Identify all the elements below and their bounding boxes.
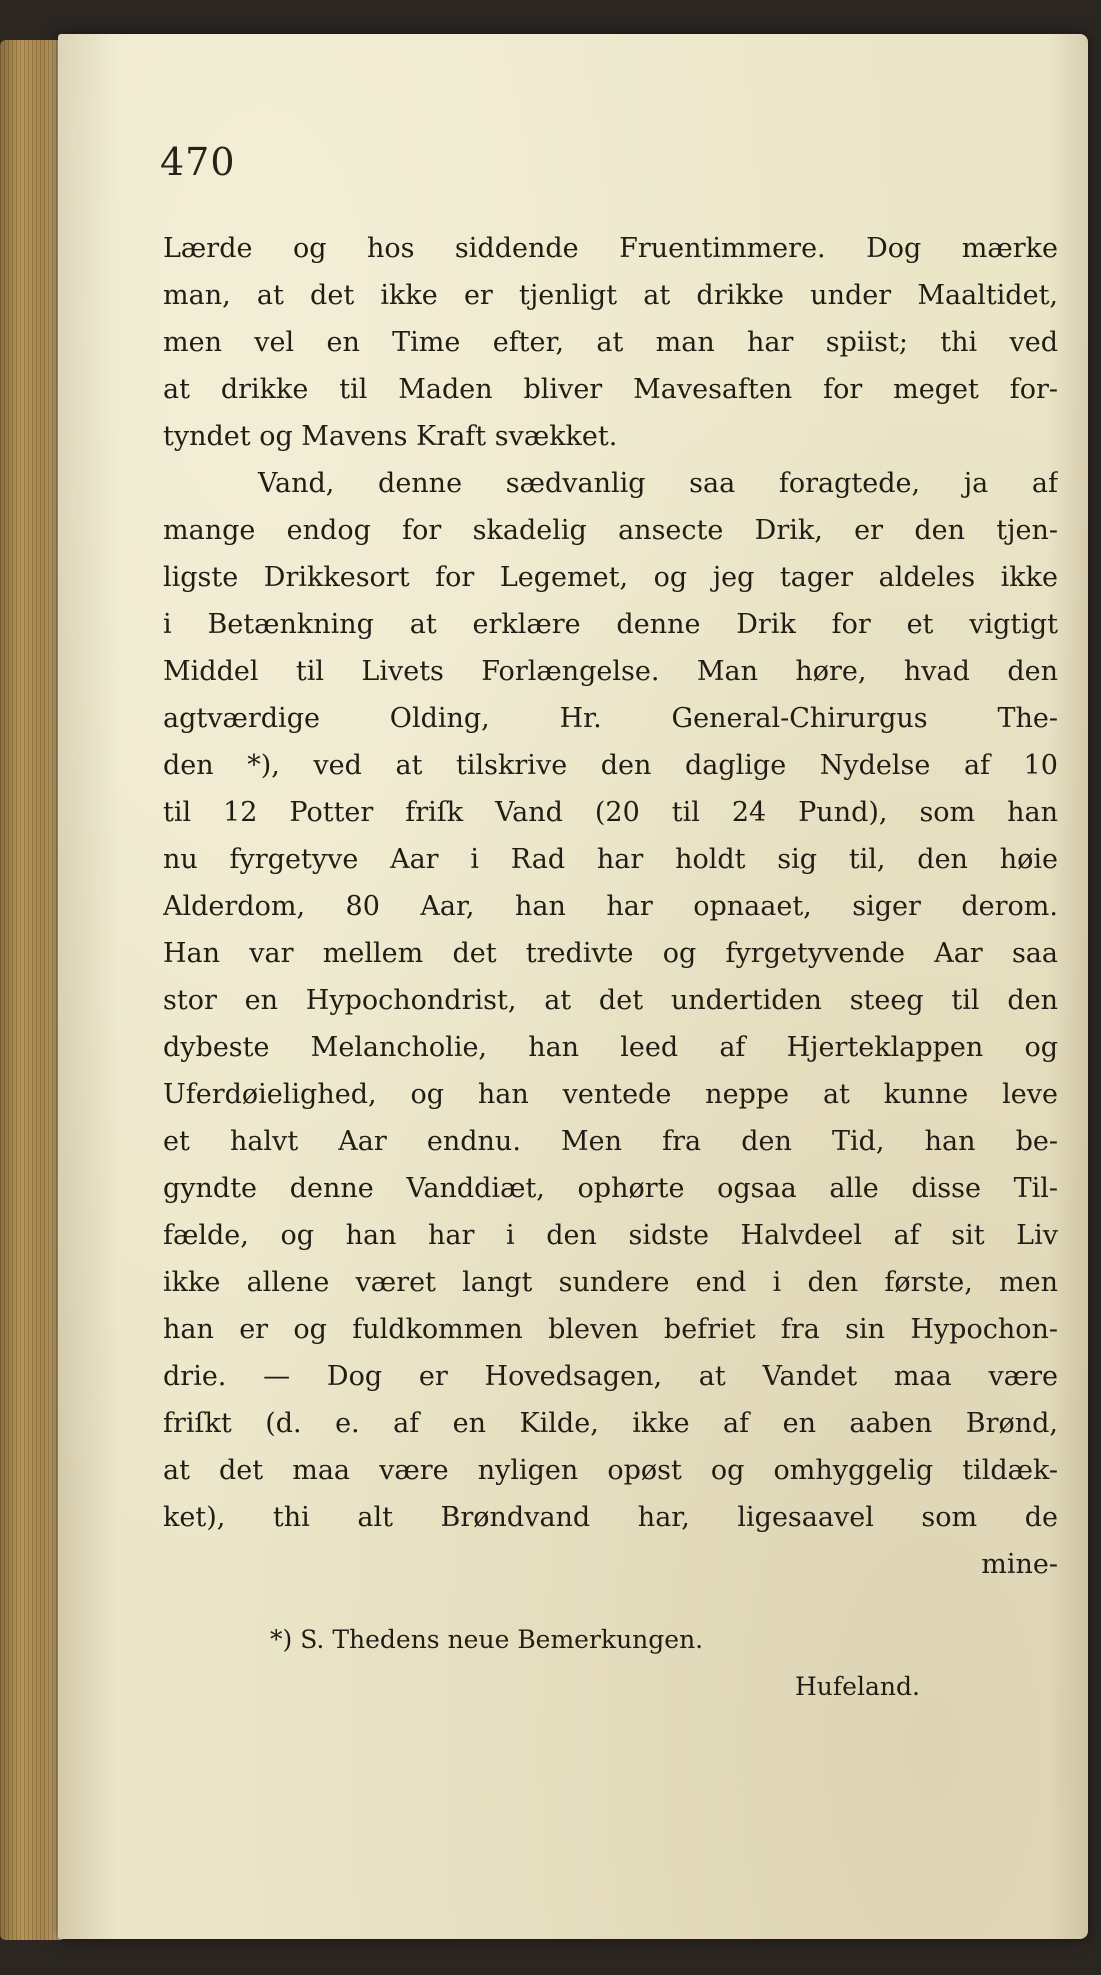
text-line: gyndte denne Vanddiæt, ophørte ogsaa alle disse Til-	[163, 1173, 1058, 1204]
text-line: ikke allene været langt sundere end i den første, men	[163, 1267, 1058, 1298]
text-line: Uferdøielighed, og han ventede neppe at kunne leve	[163, 1079, 1058, 1110]
text-line: men vel en Time efter, at man har spiist; thi ved	[163, 327, 1058, 358]
text-line: drie. — Dog er Hovedsagen, at Vandet maa være	[163, 1361, 1058, 1392]
text-line: et halvt Aar endnu. Men fra den Tid, han be-	[163, 1126, 1058, 1157]
text-line: mange endog for skadelig ansecte Drik, er den tjen-	[163, 515, 1058, 546]
page-block-edge	[0, 40, 62, 1940]
text-line: i Betænkning at erklære denne Drik for et vigtigt	[163, 609, 1058, 640]
text-line: Lærde og hos siddende Fruentimmere. Dog mærke	[163, 233, 1058, 264]
author-signature: Hufeland.	[795, 1672, 920, 1701]
text-line: man, at det ikke er tjenligt at drikke under Maaltidet,	[163, 280, 1058, 311]
text-line: stor en Hypochondrist, at det undertiden steeg til den	[163, 985, 1058, 1016]
catchword: mine-	[981, 1549, 1058, 1580]
text-line: han er og fuldkommen bleven befriet fra sin Hypochon-	[163, 1314, 1058, 1345]
page-number: 470	[160, 140, 236, 184]
text-line: dybeste Melancholie, han leed af Hjerteklappen og	[163, 1032, 1058, 1063]
text-line: den *), ved at tilskrive den daglige Nydelse af 10	[163, 750, 1058, 781]
text-line: nu fyrgetyve Aar i Rad har holdt sig til, den høie	[163, 844, 1058, 875]
text-line: at det maa være nyligen opøst og omhyggelig tildæk-	[163, 1455, 1058, 1486]
text-line: Han var mellem det tredivte og fyrgetyvende Aar saa	[163, 938, 1058, 969]
text-line: friſkt (d. e. af en Kilde, ikke af en aaben Brønd,	[163, 1408, 1058, 1439]
text-line: til 12 Potter friſk Vand (20 til 24 Pund), som han	[163, 797, 1058, 828]
text-line: Vand, denne sædvanlig saa foragtede, ja af	[258, 468, 1058, 499]
text-line: agtværdige Olding, Hr. General-Chirurgus The-	[163, 703, 1058, 734]
text-line: ket), thi alt Brøndvand har, ligesaavel som de	[163, 1502, 1058, 1533]
body-text	[163, 225, 1058, 1588]
footnote: *) S. Thedens neue Bemerkungen.	[270, 1625, 704, 1654]
text-line: Middel til Livets Forlængelse. Man høre, hvad den	[163, 656, 1058, 687]
text-line: fælde, og han har i den sidste Halvdeel af sit Liv	[163, 1220, 1058, 1251]
text-line: tyndet og Mavens Kraft svækket.	[163, 421, 618, 452]
text-line: Alderdom, 80 Aar, han har opnaaet, siger derom.	[163, 891, 1058, 922]
text-line: ligste Drikkesort for Legemet, og jeg tager aldeles ikke	[163, 562, 1058, 593]
text-line: at drikke til Maden bliver Mavesaften for meget for-	[163, 374, 1058, 405]
